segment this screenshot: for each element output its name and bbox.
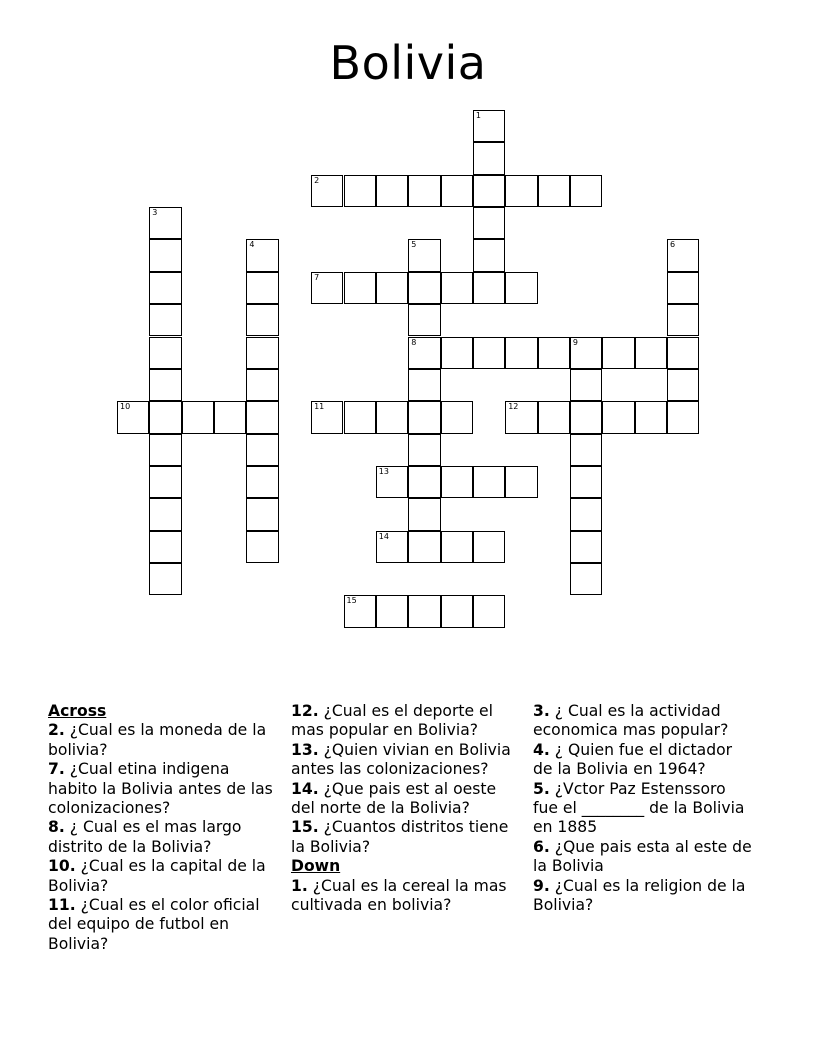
grid-cell[interactable] <box>246 466 278 498</box>
grid-cell[interactable] <box>408 272 440 304</box>
grid-cell[interactable] <box>246 498 278 530</box>
grid-cell[interactable] <box>408 595 440 627</box>
grid-cell[interactable] <box>441 337 473 369</box>
grid-cell[interactable] <box>149 337 181 369</box>
grid-cell[interactable] <box>505 175 537 207</box>
grid-cell[interactable] <box>408 531 440 563</box>
grid-cell[interactable] <box>570 563 602 595</box>
grid-cell[interactable] <box>246 304 278 336</box>
grid-cell[interactable] <box>376 531 408 563</box>
grid-cell[interactable] <box>441 175 473 207</box>
clue-number: 10 <box>120 402 131 412</box>
clue-down-5: 5. ¿Vctor Paz Estenssoro fue el ________ de la Bolivia en 1885 <box>533 779 745 837</box>
grid-cell[interactable] <box>344 272 376 304</box>
grid-cell[interactable] <box>473 110 505 142</box>
grid-cell[interactable] <box>246 369 278 401</box>
clue-number: 11 <box>314 402 325 412</box>
grid-cell[interactable] <box>408 369 440 401</box>
clue-across-8: 8. ¿ Cual es el mas largo distrito de la Bolivia? <box>48 818 242 856</box>
clue-number: 3 <box>152 208 158 218</box>
grid-cell[interactable] <box>570 498 602 530</box>
grid-cell[interactable] <box>505 272 537 304</box>
clue-number: 6 <box>670 240 676 250</box>
grid-cell[interactable] <box>311 401 343 433</box>
grid-cell[interactable] <box>408 466 440 498</box>
grid-cell[interactable] <box>149 207 181 239</box>
clue-across-14: 14. ¿Que pais est al oeste del norte de la Bolivia? <box>291 779 497 818</box>
grid-cell[interactable] <box>311 175 343 207</box>
clue-number: 8 <box>411 337 417 347</box>
grid-cell[interactable] <box>635 401 667 433</box>
clue-down-6: 6. ¿Que pais esta al este de la Bolivia <box>533 837 752 876</box>
grid-cell[interactable] <box>441 595 473 627</box>
grid-cell[interactable] <box>376 272 408 304</box>
grid-cell[interactable] <box>441 531 473 563</box>
grid-cell[interactable] <box>570 466 602 498</box>
clue-number: 2 <box>314 175 320 185</box>
clue-number: 1 <box>475 111 481 120</box>
clue-across-11: 11. ¿Cual es el color oficial del equipo de futbol en Bolivia? <box>48 896 260 953</box>
grid-cell[interactable] <box>149 239 181 271</box>
grid-cell[interactable] <box>667 304 699 336</box>
grid-cell[interactable] <box>149 466 181 498</box>
grid-cell[interactable] <box>246 239 278 271</box>
grid-cell[interactable] <box>667 401 699 433</box>
grid-cell[interactable] <box>473 207 505 239</box>
grid-cell[interactable] <box>538 337 570 369</box>
grid-cell[interactable] <box>441 466 473 498</box>
grid-cell[interactable] <box>149 434 181 466</box>
grid-cell[interactable] <box>473 337 505 369</box>
grid-cell[interactable] <box>182 401 214 433</box>
clue-down-4: 4. ¿ Quien fue el dictador de la Bolivia en 1964? <box>533 740 733 779</box>
grid-cell[interactable] <box>149 401 181 433</box>
clue-number: 4 <box>249 240 255 250</box>
grid-cell[interactable] <box>149 498 181 530</box>
grid-cell[interactable] <box>149 369 181 401</box>
page-title: Bolivia <box>329 36 487 90</box>
grid-cell[interactable] <box>505 401 537 433</box>
grid-cell[interactable] <box>246 272 278 304</box>
grid-cell[interactable] <box>408 401 440 433</box>
grid-cell[interactable] <box>149 531 181 563</box>
grid-cell[interactable] <box>570 531 602 563</box>
grid-cell[interactable] <box>538 401 570 433</box>
grid-cell[interactable] <box>473 142 505 174</box>
clue-down-1: 1. ¿Cual es la cereal la mas cultivada en bolivia? <box>291 876 507 915</box>
clue-across-12: 12. ¿Cual es el deporte el mas popular en Bolivia? <box>291 702 493 740</box>
across-heading: Across <box>48 702 107 720</box>
grid-cell[interactable] <box>473 531 505 563</box>
clue-number: 12 <box>508 402 519 412</box>
grid-cell[interactable] <box>408 434 440 466</box>
grid-cell[interactable] <box>473 272 505 304</box>
clue-number: 5 <box>411 240 417 250</box>
clue-across-2: 2. ¿Cual es la moneda de la bolivia? <box>48 721 267 759</box>
clue-column-2 <box>291 702 519 915</box>
grid-cell[interactable] <box>441 272 473 304</box>
clue-number: 13 <box>378 466 389 476</box>
clue-column-3 <box>533 702 755 915</box>
grid-cell[interactable] <box>311 272 343 304</box>
grid-cell[interactable] <box>246 401 278 433</box>
grid-cell[interactable] <box>538 175 570 207</box>
grid-cell[interactable] <box>602 337 634 369</box>
grid-cell[interactable] <box>441 401 473 433</box>
clue-number: 15 <box>346 596 357 606</box>
clue-across-13: 13. ¿Quien vivian en Bolivia antes las colonizaciones? <box>291 740 511 779</box>
grid-cell[interactable] <box>570 337 602 369</box>
grid-cell[interactable] <box>570 401 602 433</box>
grid-cell[interactable] <box>214 401 246 433</box>
grid-cell[interactable] <box>667 369 699 401</box>
clue-down-9: 9. ¿Cual es la religion de la Bolivia? <box>533 876 746 915</box>
grid-cell[interactable] <box>408 239 440 271</box>
grid-cell[interactable] <box>602 401 634 433</box>
grid-cell[interactable] <box>344 595 376 627</box>
grid-cell[interactable] <box>246 531 278 563</box>
grid-cell[interactable] <box>570 434 602 466</box>
grid-cell[interactable] <box>149 304 181 336</box>
grid-cell[interactable] <box>635 337 667 369</box>
grid-cell[interactable] <box>408 304 440 336</box>
grid-cell[interactable] <box>505 337 537 369</box>
grid-cell[interactable] <box>473 175 505 207</box>
clue-across-10: 10. ¿Cual es la capital de la Bolivia? <box>48 857 266 895</box>
grid-cell[interactable] <box>667 272 699 304</box>
clue-across-15: 15. ¿Cuantos distritos tiene la Bolivia? <box>291 818 509 856</box>
clue-number: 9 <box>572 337 578 347</box>
grid-cell[interactable] <box>408 175 440 207</box>
grid-cell[interactable] <box>376 595 408 627</box>
grid-cell[interactable] <box>570 175 602 207</box>
grid-cell[interactable] <box>408 337 440 369</box>
grid-cell[interactable] <box>149 272 181 304</box>
grid-cell[interactable] <box>344 175 376 207</box>
grid-cell[interactable] <box>473 239 505 271</box>
grid-cell[interactable] <box>667 337 699 369</box>
clue-across-7: 7. ¿Cual etina indigena habito la Bolivia antes de las colonizaciones? <box>48 760 273 818</box>
down-heading: Down <box>291 857 341 876</box>
clue-column-1 <box>48 702 274 954</box>
grid-cell[interactable] <box>117 401 149 433</box>
grid-cell[interactable] <box>505 466 537 498</box>
grid-cell[interactable] <box>246 337 278 369</box>
clue-number: 14 <box>378 531 389 541</box>
grid-cell[interactable] <box>570 369 602 401</box>
grid-cell[interactable] <box>473 466 505 498</box>
grid-cell[interactable] <box>376 466 408 498</box>
grid-cell[interactable] <box>246 434 278 466</box>
grid-cell[interactable] <box>408 498 440 530</box>
grid-cell[interactable] <box>667 239 699 271</box>
clue-down-3: 3. ¿ Cual es la actividad economica mas popular? <box>533 702 729 740</box>
grid-cell[interactable] <box>376 175 408 207</box>
clue-number: 7 <box>314 272 320 282</box>
grid-cell[interactable] <box>473 595 505 627</box>
grid-cell[interactable] <box>149 563 181 595</box>
grid-cell[interactable] <box>376 401 408 433</box>
grid-cell[interactable] <box>344 401 376 433</box>
